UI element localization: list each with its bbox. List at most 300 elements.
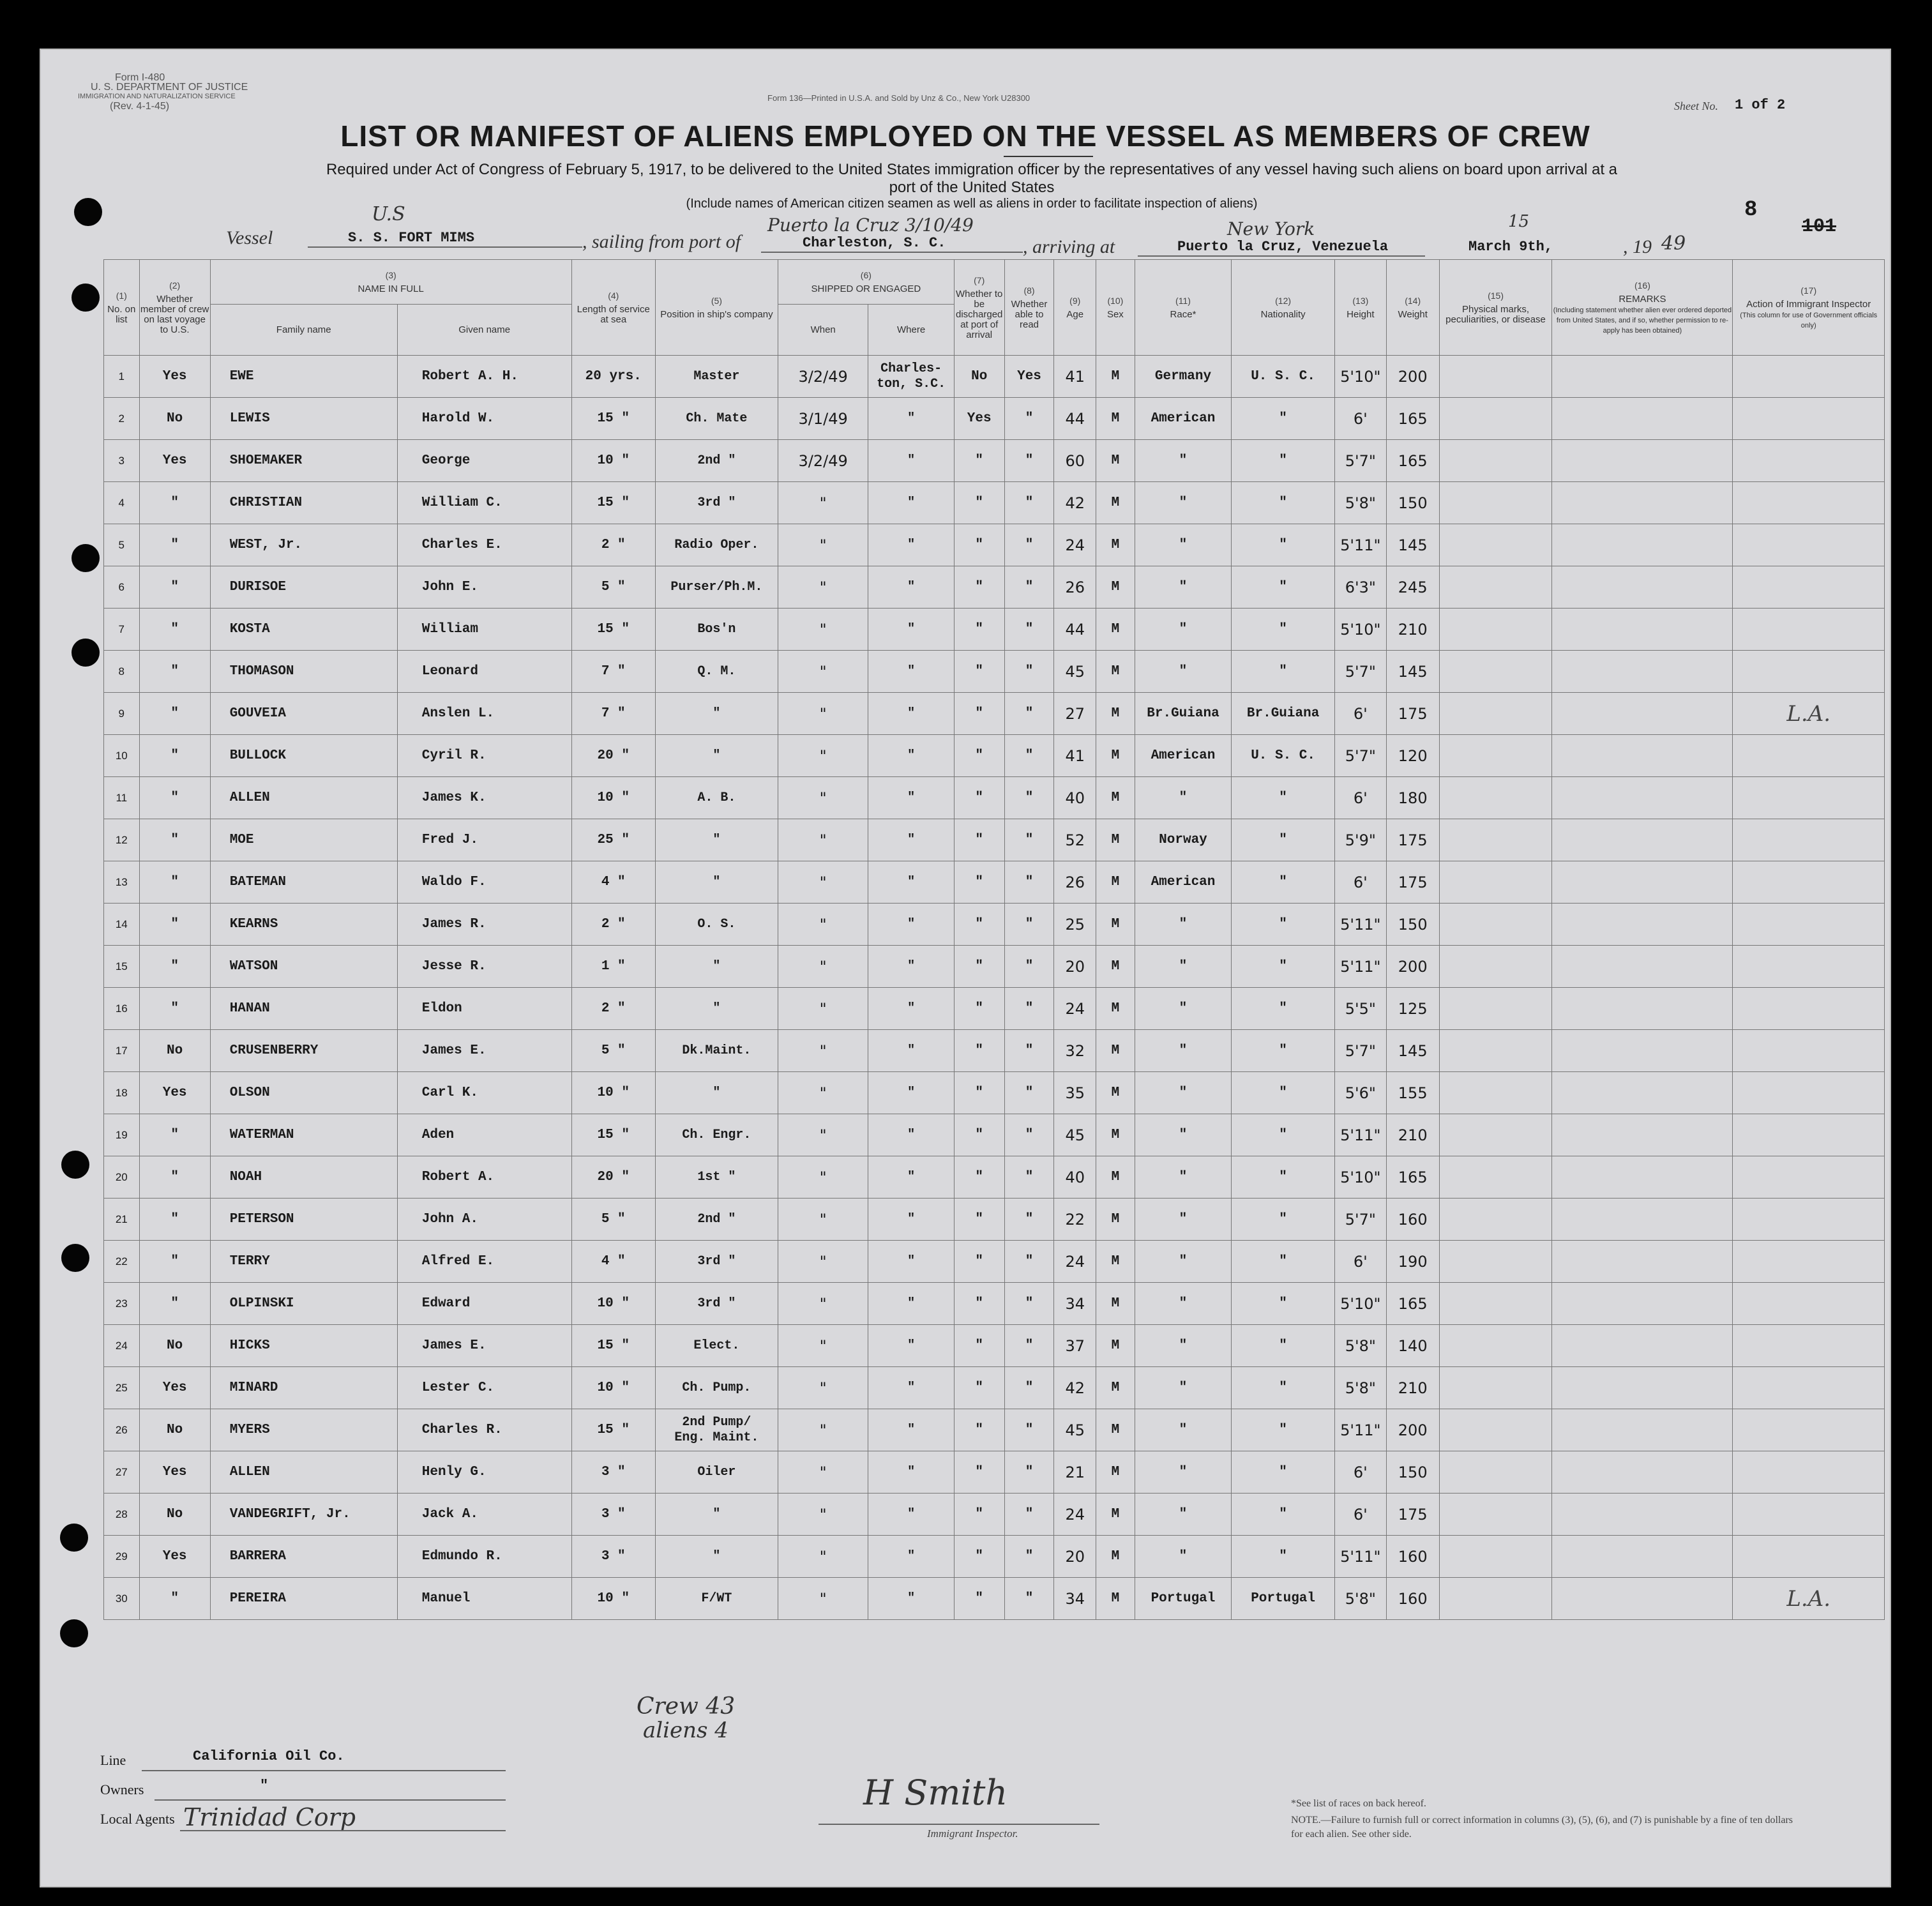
cell-physical-marks	[1439, 1283, 1552, 1325]
cell-shipped-when: "	[778, 482, 868, 524]
cell-remarks	[1552, 819, 1733, 861]
cell-ship-position: Dk.Maint.	[655, 1030, 778, 1072]
cell-age: 45	[1054, 1409, 1096, 1451]
cell-nationality: "	[1232, 1325, 1335, 1367]
cell-length-of-service: 20 "	[571, 735, 655, 777]
cell-given-name: George	[397, 440, 571, 482]
cell-row-number: 6	[104, 566, 140, 609]
cell-nationality: "	[1232, 1156, 1335, 1199]
table-row	[104, 566, 1885, 609]
cell-remarks	[1552, 1494, 1733, 1536]
table-row	[104, 1072, 1885, 1114]
cell-weight: 145	[1386, 651, 1439, 693]
cell-length-of-service: 15 "	[571, 1409, 655, 1451]
page-title: LIST OR MANIFEST OF ALIENS EMPLOYED ON THE VESSEL AS MEMBERS OF CREW	[340, 119, 1590, 153]
cell-physical-marks	[1439, 1030, 1552, 1072]
cell-given-name: Leonard	[397, 651, 571, 693]
table-row	[104, 735, 1885, 777]
cell-shipped-where: "	[868, 819, 954, 861]
cell-family-name: MINARD	[210, 1367, 397, 1409]
cell-ship-position: "	[655, 819, 778, 861]
col-header-name: (3) NAME IN FULL	[210, 260, 571, 305]
cell-weight: 175	[1386, 693, 1439, 735]
cell-remarks	[1552, 524, 1733, 566]
cell-ship-position: Elect.	[655, 1325, 778, 1367]
cell-shipped-when: "	[778, 861, 868, 904]
cell-physical-marks	[1439, 1578, 1552, 1620]
cell-age: 26	[1054, 566, 1096, 609]
cell-family-name: PEREIRA	[210, 1578, 397, 1620]
cell-remarks	[1552, 1072, 1733, 1114]
cell-last-voyage: "	[139, 777, 210, 819]
cell-last-voyage: "	[139, 651, 210, 693]
cell-shipped-when: "	[778, 1536, 868, 1578]
table-row	[104, 988, 1885, 1030]
cell-weight: 125	[1386, 988, 1439, 1030]
cell-last-voyage: "	[139, 1199, 210, 1241]
cell-race: Br.Guiana	[1135, 693, 1232, 735]
punch-hole	[61, 1151, 89, 1179]
form-identifier	[78, 73, 248, 111]
cell-family-name: MYERS	[210, 1409, 397, 1451]
cell-shipped-where: "	[868, 1114, 954, 1156]
cell-sex: M	[1096, 356, 1135, 398]
cell-height: 5'10"	[1334, 1283, 1386, 1325]
cell-given-name: James E.	[397, 1325, 571, 1367]
cell-height: 5'9"	[1334, 819, 1386, 861]
cell-nationality: Portugal	[1232, 1578, 1335, 1620]
cell-length-of-service: 15 "	[571, 1325, 655, 1367]
cell-remarks	[1552, 1367, 1733, 1409]
owners-underline	[155, 1799, 506, 1801]
cell-race: "	[1135, 1199, 1232, 1241]
cell-row-number: 7	[104, 609, 140, 651]
cell-row-number: 16	[104, 988, 140, 1030]
cell-last-voyage: "	[139, 566, 210, 609]
cell-shipped-where: "	[868, 1536, 954, 1578]
table-row	[104, 1409, 1885, 1451]
table-row	[104, 482, 1885, 524]
cell-weight: 200	[1386, 1409, 1439, 1451]
cell-physical-marks	[1439, 777, 1552, 819]
cell-physical-marks	[1439, 1199, 1552, 1241]
cell-family-name: HICKS	[210, 1325, 397, 1367]
cell-ship-position: Ch. Engr.	[655, 1114, 778, 1156]
col-header-shipped: (6) SHIPPED OR ENGAGED	[778, 260, 954, 305]
local-agents-value: Trinidad Corp	[183, 1803, 356, 1831]
cell-inspector-action	[1733, 988, 1885, 1030]
cell-weight: 210	[1386, 1114, 1439, 1156]
table-row	[104, 777, 1885, 819]
cell-family-name: GOUVEIA	[210, 693, 397, 735]
cell-shipped-where: "	[868, 904, 954, 946]
cell-able-to-read: "	[1004, 988, 1054, 1030]
cell-shipped-where: "	[868, 398, 954, 440]
cell-able-to-read: "	[1004, 946, 1054, 988]
cell-inspector-action	[1733, 356, 1885, 398]
cell-shipped-when: 3/1/49	[778, 398, 868, 440]
cell-height: 6'	[1334, 1241, 1386, 1283]
cell-length-of-service: 15 "	[571, 1114, 655, 1156]
cell-race: "	[1135, 1409, 1232, 1451]
sheet-number-label: Sheet No.	[1674, 100, 1718, 112]
cell-remarks	[1552, 398, 1733, 440]
cell-weight: 175	[1386, 819, 1439, 861]
cell-given-name: William	[397, 609, 571, 651]
cell-age: 40	[1054, 1156, 1096, 1199]
cell-given-name: Fred J.	[397, 819, 571, 861]
crew-manifest-table	[103, 259, 1885, 1620]
cell-family-name: KEARNS	[210, 904, 397, 946]
cell-height: 6'	[1334, 693, 1386, 735]
cell-sex: M	[1096, 1072, 1135, 1114]
cell-sex: M	[1096, 1451, 1135, 1494]
table-row	[104, 1030, 1885, 1072]
cell-shipped-when: "	[778, 1156, 868, 1199]
cell-nationality: "	[1232, 946, 1335, 988]
cell-weight: 140	[1386, 1325, 1439, 1367]
cell-remarks	[1552, 356, 1733, 398]
cell-inspector-action	[1733, 1114, 1885, 1156]
required-statement-cont: port of the United States	[889, 179, 1055, 196]
cell-ship-position: 2nd "	[655, 440, 778, 482]
cell-to-be-discharged: "	[954, 988, 1004, 1030]
vessel-underline	[308, 246, 582, 248]
cell-height: 5'11"	[1334, 1409, 1386, 1451]
cell-shipped-when: "	[778, 1367, 868, 1409]
cell-given-name: Lester C.	[397, 1367, 571, 1409]
cell-race: American	[1135, 735, 1232, 777]
cell-physical-marks	[1439, 1072, 1552, 1114]
table-row	[104, 524, 1885, 566]
cell-shipped-when: "	[778, 1325, 868, 1367]
cell-row-number: 27	[104, 1451, 140, 1494]
cell-race: "	[1135, 1241, 1232, 1283]
cell-row-number: 15	[104, 946, 140, 988]
punch-hole	[61, 1244, 89, 1272]
cell-given-name: Aden	[397, 1114, 571, 1156]
cell-last-voyage: "	[139, 735, 210, 777]
cell-ship-position: "	[655, 735, 778, 777]
cell-given-name: James E.	[397, 1030, 571, 1072]
cell-weight: 150	[1386, 1451, 1439, 1494]
cell-remarks	[1552, 777, 1733, 819]
sailing-label: , sailing from port of	[582, 231, 741, 252]
cell-nationality: "	[1232, 524, 1335, 566]
cell-height: 5'8"	[1334, 1325, 1386, 1367]
cell-last-voyage: No	[139, 1494, 210, 1536]
cell-length-of-service: 3 "	[571, 1451, 655, 1494]
cell-sex: M	[1096, 1325, 1135, 1367]
cell-height: 5'11"	[1334, 946, 1386, 988]
cell-inspector-action	[1733, 819, 1885, 861]
table-row	[104, 1114, 1885, 1156]
cell-sex: M	[1096, 861, 1135, 904]
cell-shipped-where: "	[868, 1367, 954, 1409]
punch-hole	[60, 1524, 88, 1552]
cell-length-of-service: 5 "	[571, 566, 655, 609]
cell-nationality: "	[1232, 861, 1335, 904]
table-row	[104, 1536, 1885, 1578]
printer-line: Form 136—Printed in U.S.A. and Sold by Unz & Co., New York U28300	[767, 93, 1030, 103]
cell-ship-position: Ch. Pump.	[655, 1367, 778, 1409]
cell-shipped-where: "	[868, 651, 954, 693]
sheet-number: 1 of 2	[1735, 97, 1786, 113]
cell-age: 60	[1054, 440, 1096, 482]
cell-able-to-read: "	[1004, 1578, 1054, 1620]
cell-given-name: John A.	[397, 1199, 571, 1241]
cell-inspector-action	[1733, 1241, 1885, 1283]
cell-row-number: 1	[104, 356, 140, 398]
cell-length-of-service: 2 "	[571, 524, 655, 566]
cell-sex: M	[1096, 946, 1135, 988]
cell-family-name: SHOEMAKER	[210, 440, 397, 482]
cell-weight: 165	[1386, 1156, 1439, 1199]
cell-to-be-discharged: "	[954, 1409, 1004, 1451]
cell-shipped-when: "	[778, 819, 868, 861]
cell-sex: M	[1096, 524, 1135, 566]
cell-family-name: ALLEN	[210, 1451, 397, 1494]
cell-physical-marks	[1439, 398, 1552, 440]
cell-weight: 145	[1386, 524, 1439, 566]
cell-row-number: 18	[104, 1072, 140, 1114]
cell-height: 5'7"	[1334, 735, 1386, 777]
cell-age: 25	[1054, 904, 1096, 946]
cell-sex: M	[1096, 609, 1135, 651]
cell-ship-position: "	[655, 1536, 778, 1578]
cell-shipped-when: "	[778, 651, 868, 693]
cell-nationality: "	[1232, 440, 1335, 482]
cell-weight: 150	[1386, 482, 1439, 524]
cell-ship-position: 3rd "	[655, 1241, 778, 1283]
cell-row-number: 14	[104, 904, 140, 946]
cell-last-voyage: Yes	[139, 1072, 210, 1114]
cell-inspector-action: L.A.	[1733, 1578, 1885, 1620]
cell-able-to-read: "	[1004, 1536, 1054, 1578]
punch-hole	[60, 1619, 88, 1647]
cell-inspector-action	[1733, 1494, 1885, 1536]
cell-race: Norway	[1135, 819, 1232, 861]
punch-hole	[72, 544, 100, 572]
table-row	[104, 1283, 1885, 1325]
cell-physical-marks	[1439, 1114, 1552, 1156]
cell-shipped-where: "	[868, 1578, 954, 1620]
cell-physical-marks	[1439, 735, 1552, 777]
col-header-last-voyage: (2) Whether member of crew on last voyage to U.S.	[139, 260, 210, 356]
cell-physical-marks	[1439, 1325, 1552, 1367]
cell-family-name: DURISOE	[210, 566, 397, 609]
cell-last-voyage: No	[139, 1409, 210, 1451]
cell-height: 5'5"	[1334, 988, 1386, 1030]
cell-height: 6'	[1334, 777, 1386, 819]
cell-height: 5'7"	[1334, 1199, 1386, 1241]
cell-age: 40	[1054, 777, 1096, 819]
cell-inspector-action	[1733, 861, 1885, 904]
cell-row-number: 23	[104, 1283, 140, 1325]
cell-ship-position: Master	[655, 356, 778, 398]
cell-length-of-service: 7 "	[571, 693, 655, 735]
col-header-remarks: (16) REMARKS (Including statement whether alien ever ordered deported from United States, and if so, whether permission to re-apply has been obtained)	[1552, 260, 1733, 356]
cell-able-to-read: "	[1004, 1072, 1054, 1114]
cell-physical-marks	[1439, 524, 1552, 566]
cell-row-number: 20	[104, 1156, 140, 1199]
cell-weight: 155	[1386, 1072, 1439, 1114]
cell-last-voyage: Yes	[139, 440, 210, 482]
cell-race: "	[1135, 777, 1232, 819]
cell-shipped-where: "	[868, 1199, 954, 1241]
cell-nationality: "	[1232, 1030, 1335, 1072]
cell-shipped-where: "	[868, 440, 954, 482]
cell-nationality: "	[1232, 482, 1335, 524]
cell-remarks	[1552, 1114, 1733, 1156]
cell-inspector-action	[1733, 1030, 1885, 1072]
cell-given-name: John E.	[397, 566, 571, 609]
cell-remarks	[1552, 1409, 1733, 1451]
cell-remarks	[1552, 1199, 1733, 1241]
cell-able-to-read: "	[1004, 482, 1054, 524]
cell-family-name: LEWIS	[210, 398, 397, 440]
cell-given-name: Jack A.	[397, 1494, 571, 1536]
cell-row-number: 11	[104, 777, 140, 819]
cell-nationality: "	[1232, 777, 1335, 819]
cell-to-be-discharged: "	[954, 609, 1004, 651]
cell-nationality: "	[1232, 1367, 1335, 1409]
cell-physical-marks	[1439, 988, 1552, 1030]
cell-remarks	[1552, 904, 1733, 946]
cell-shipped-where: "	[868, 524, 954, 566]
cell-family-name: THOMASON	[210, 651, 397, 693]
cell-weight: 165	[1386, 1283, 1439, 1325]
cell-sex: M	[1096, 1199, 1135, 1241]
cell-weight: 210	[1386, 609, 1439, 651]
cell-sex: M	[1096, 482, 1135, 524]
cell-height: 6'	[1334, 1494, 1386, 1536]
cell-given-name: Cyril R.	[397, 735, 571, 777]
arriving-label: , arriving at	[1023, 236, 1115, 257]
cell-length-of-service: 1 "	[571, 946, 655, 988]
page-marker-struck: 101	[1802, 216, 1837, 238]
cell-row-number: 13	[104, 861, 140, 904]
cell-family-name: WEST, Jr.	[210, 524, 397, 566]
cell-shipped-when: "	[778, 693, 868, 735]
alien-count-note: aliens 4	[643, 1718, 728, 1743]
cell-nationality: "	[1232, 1409, 1335, 1451]
cell-inspector-action	[1733, 1409, 1885, 1451]
cell-physical-marks	[1439, 819, 1552, 861]
cell-height: 5'8"	[1334, 1367, 1386, 1409]
cell-weight: 160	[1386, 1578, 1439, 1620]
cell-family-name: BARRERA	[210, 1536, 397, 1578]
arrival-date: March 9th,	[1468, 239, 1553, 255]
cell-remarks	[1552, 1536, 1733, 1578]
cell-remarks	[1552, 1156, 1733, 1199]
cell-shipped-when: "	[778, 946, 868, 988]
table-row	[104, 609, 1885, 651]
col-header-action: (17) Action of Immigrant Inspector (This column for use of Government officials only)	[1733, 260, 1885, 356]
cell-able-to-read: "	[1004, 1367, 1054, 1409]
vessel-name: S. S. FORT MIMS	[348, 230, 475, 246]
cell-to-be-discharged: "	[954, 1451, 1004, 1494]
cell-age: 20	[1054, 1536, 1096, 1578]
cell-race: "	[1135, 440, 1232, 482]
cell-height: 5'11"	[1334, 904, 1386, 946]
cell-shipped-when: "	[778, 609, 868, 651]
cell-height: 5'8"	[1334, 1578, 1386, 1620]
cell-given-name: Anslen L.	[397, 693, 571, 735]
table-row	[104, 904, 1885, 946]
cell-shipped-where: "	[868, 609, 954, 651]
cell-nationality: "	[1232, 988, 1335, 1030]
cell-able-to-read: "	[1004, 861, 1054, 904]
cell-age: 44	[1054, 609, 1096, 651]
cell-sex: M	[1096, 1114, 1135, 1156]
table-row	[104, 1325, 1885, 1367]
cell-physical-marks	[1439, 904, 1552, 946]
cell-family-name: HANAN	[210, 988, 397, 1030]
cell-nationality: "	[1232, 1283, 1335, 1325]
cell-length-of-service: 20 yrs.	[571, 356, 655, 398]
year-prefix: , 19	[1623, 236, 1652, 257]
cell-length-of-service: 2 "	[571, 988, 655, 1030]
table-row	[104, 440, 1885, 482]
cell-inspector-action	[1733, 1325, 1885, 1367]
cell-inspector-action	[1733, 735, 1885, 777]
table-row	[104, 946, 1885, 988]
cell-height: 5'11"	[1334, 1536, 1386, 1578]
cell-to-be-discharged: "	[954, 777, 1004, 819]
table-row	[104, 1241, 1885, 1283]
cell-age: 20	[1054, 946, 1096, 988]
cell-physical-marks	[1439, 1241, 1552, 1283]
cell-remarks	[1552, 988, 1733, 1030]
cell-nationality: "	[1232, 398, 1335, 440]
cell-row-number: 29	[104, 1536, 140, 1578]
vessel-label: Vessel	[226, 227, 273, 248]
cell-ship-position: F/WT	[655, 1578, 778, 1620]
cell-inspector-action	[1733, 1451, 1885, 1494]
cell-race: Portugal	[1135, 1578, 1232, 1620]
arrival-port: Puerto la Cruz, Venezuela	[1177, 239, 1389, 255]
cell-to-be-discharged: "	[954, 1536, 1004, 1578]
cell-ship-position: "	[655, 693, 778, 735]
cell-family-name: CRUSENBERRY	[210, 1030, 397, 1072]
col-header-list-no: (1) No. on list	[104, 260, 140, 356]
cell-ship-position: A. B.	[655, 777, 778, 819]
cell-weight: 160	[1386, 1536, 1439, 1578]
cell-last-voyage: "	[139, 861, 210, 904]
cell-last-voyage: "	[139, 1578, 210, 1620]
cell-last-voyage: "	[139, 1156, 210, 1199]
cell-age: 52	[1054, 819, 1096, 861]
cell-length-of-service: 5 "	[571, 1199, 655, 1241]
cell-length-of-service: 5 "	[571, 1030, 655, 1072]
cell-shipped-where: "	[868, 482, 954, 524]
cell-remarks	[1552, 1030, 1733, 1072]
cell-inspector-action	[1733, 440, 1885, 482]
cell-row-number: 21	[104, 1199, 140, 1241]
page-marker: 8	[1744, 198, 1758, 222]
inspector-underline	[819, 1824, 1099, 1825]
cell-remarks	[1552, 1241, 1733, 1283]
form-number: Form I-480	[115, 72, 165, 83]
cell-physical-marks	[1439, 1156, 1552, 1199]
cell-inspector-action: L.A.	[1733, 693, 1885, 735]
cell-last-voyage: "	[139, 693, 210, 735]
cell-able-to-read: "	[1004, 1325, 1054, 1367]
cell-row-number: 9	[104, 693, 140, 735]
cell-age: 41	[1054, 735, 1096, 777]
cell-nationality: "	[1232, 566, 1335, 609]
